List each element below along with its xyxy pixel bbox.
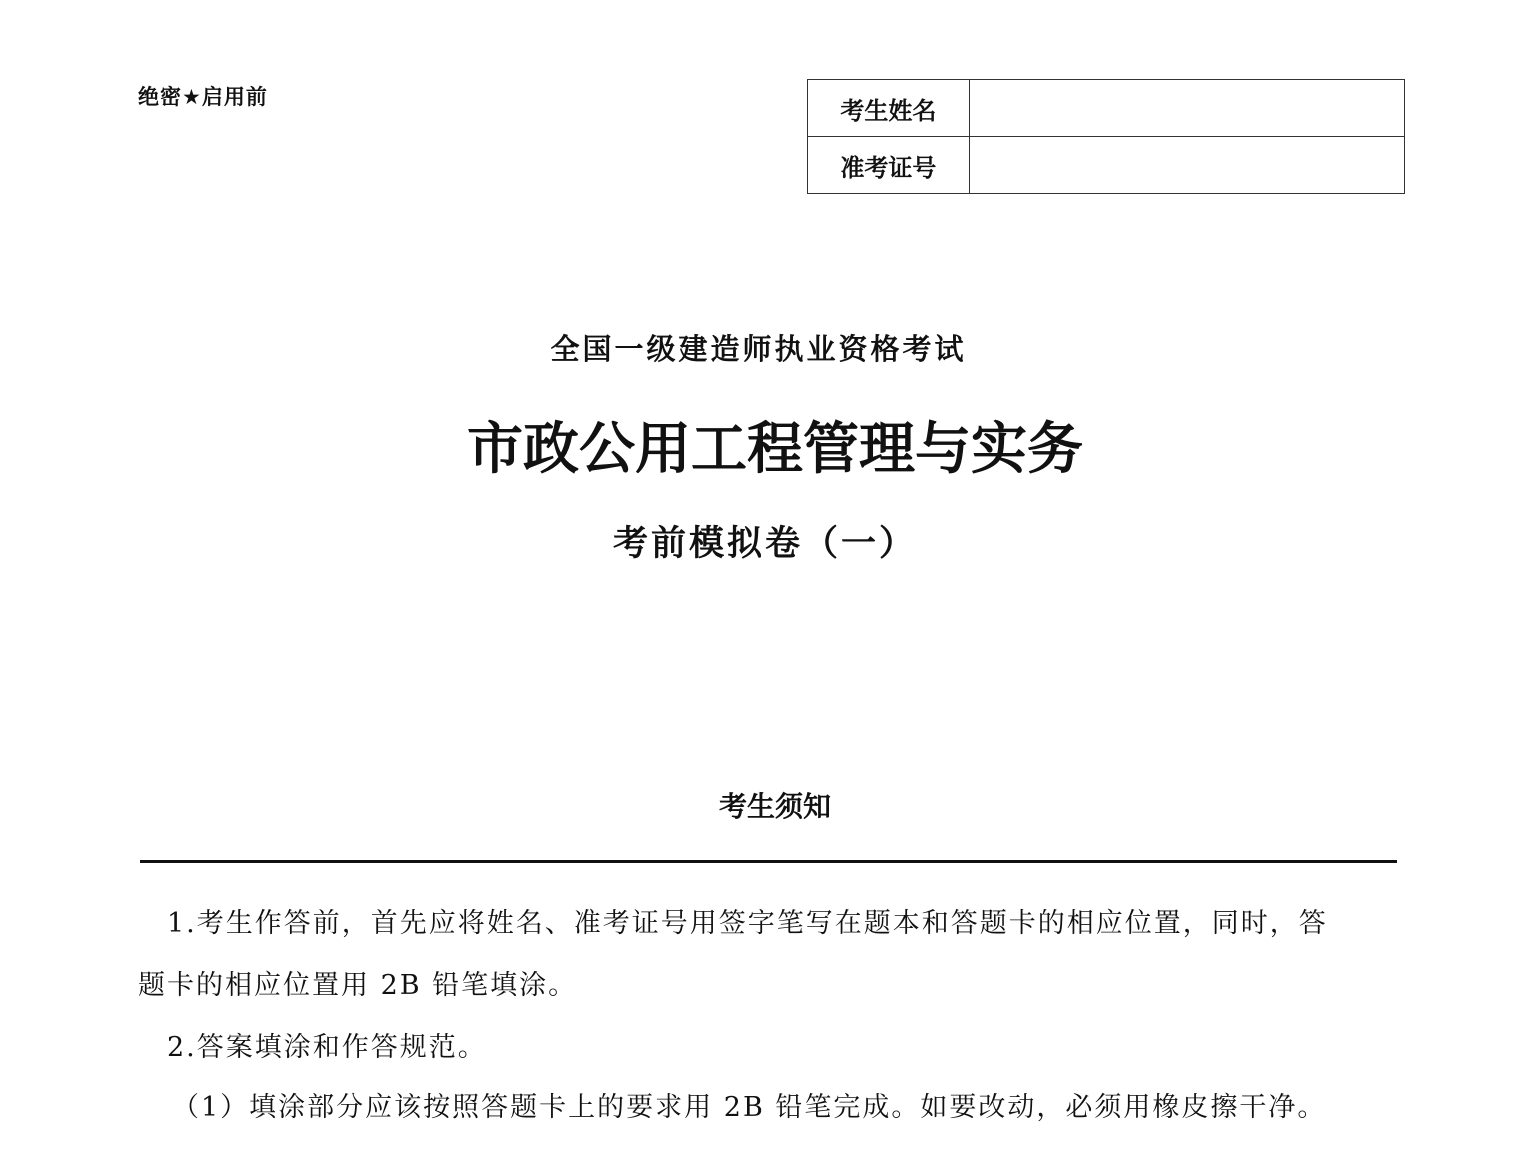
admission-number-label: 准考证号 <box>808 137 970 194</box>
admission-number-row <box>808 137 1405 194</box>
candidate-name-row <box>808 80 1405 137</box>
notice-line: 题卡的相应位置用 2B 铅笔填涂。 <box>138 970 578 1001</box>
notice-line: 1.考生作答前，首先应将姓名、准考证号用签字笔写在题本和答题卡的相应位置，同时，答 <box>138 908 1328 939</box>
candidate-name-field[interactable] <box>969 80 1404 137</box>
exam-name: 全国一级建造师执业资格考试 <box>550 332 967 366</box>
notice-line: （1）填涂部分应该按照答题卡上的要求用 2B 铅笔完成。如要改动，必须用橡皮擦干净。 <box>172 1092 1327 1123</box>
candidate-info-table <box>807 79 1405 194</box>
subject-title: 市政公用工程管理与实务 <box>467 417 1083 482</box>
confidential-label: 绝密★启用前 <box>138 85 268 109</box>
notice-line: 2.答案填涂和作答规范。 <box>138 1032 487 1063</box>
notice-title: 考生须知 <box>718 790 831 823</box>
divider <box>140 860 1397 863</box>
admission-number-field[interactable] <box>969 137 1404 194</box>
paper-title: 考前模拟卷（一） <box>612 523 917 564</box>
candidate-name-label: 考生姓名 <box>808 80 970 137</box>
